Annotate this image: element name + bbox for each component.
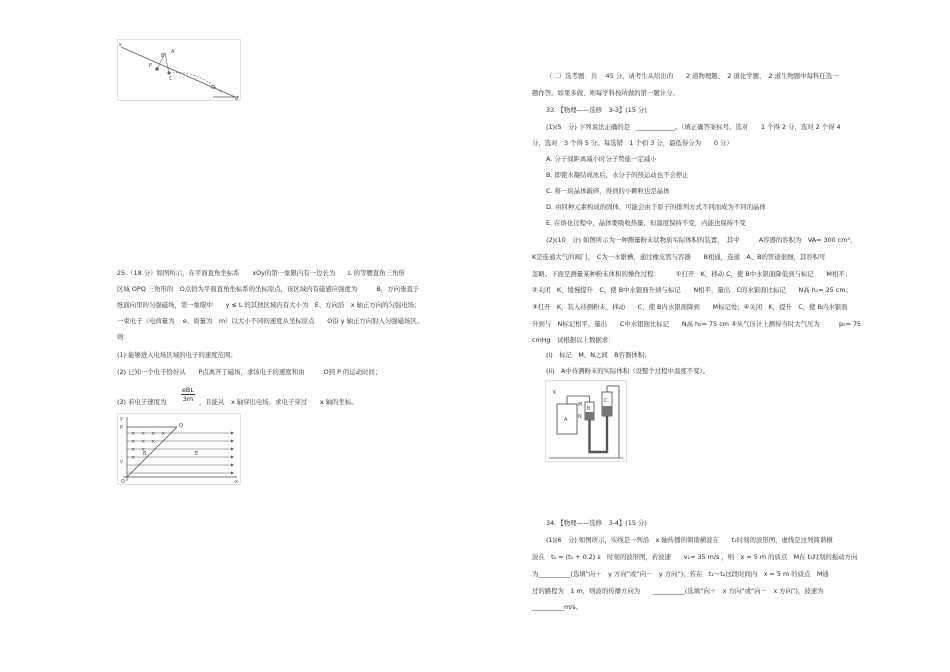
q25-line-2: 区域 OPQ 三角形的 O点恰为平面直角坐标系的坐标原点，该区域内有磁感应强度为 B，方向垂直于 bbox=[117, 285, 420, 293]
q33-part2-line6: 升到与 N标记相平，量出 C中水银面比标记 N高 h₂= 75 cm ⑤从气压计上测得当时大气压为 p₀= 75 bbox=[532, 320, 862, 328]
q25-line-5: 则： bbox=[117, 333, 130, 341]
q25-line-4: 一束电子（电荷量为 e、质量为 m）以大小不同的速度从坐标原点 O沿 y 轴正方向射入匀强磁场区。 bbox=[117, 317, 424, 325]
q33-option-c: C. 将一块晶体敲碎，得到的小颗粒也是晶体 bbox=[546, 187, 670, 195]
q34-title: 34．【物理——选修 3-4】(15 分) bbox=[546, 519, 647, 527]
q33-option-a: A. 分子间距离减小时分子势能一定减小 bbox=[546, 155, 657, 163]
fig1-label-d: d bbox=[235, 96, 239, 101]
q25-fraction-num: eBL bbox=[182, 386, 194, 394]
q25-line-1: 25.（18 分）如图所示，在平面直角坐标系 xOy的第一象限内有一边长为 L 的等腰直角三角形 bbox=[117, 269, 405, 277]
q34-line-3: 为__________(选填“向＋ y 方向”或“向－ y 方向”)；若在 t₁～t₂这段时间内 x = 5 m 的质点 M通 bbox=[532, 570, 829, 578]
fig2-label-x: x bbox=[235, 479, 238, 485]
select-intro-2: 题作答。如果多做，则每学科按所做的第一题计分。 bbox=[532, 89, 679, 97]
svg-text:×: × bbox=[131, 439, 136, 445]
fig1-label-c: C bbox=[169, 76, 173, 82]
fig2-label-o: O bbox=[121, 479, 125, 485]
q25-sub-3a: (3) 若电子速度为 bbox=[117, 398, 167, 406]
q33-part2-line2: K是连通大气的阀门， C为一水银槽，通过橡皮管与容器 B相通，连通 A、B的管道很细，其容积可 bbox=[532, 253, 826, 261]
q33-part1-line1: (1)(5 分) 下列说法正确的是 ____________。（填正确答案标号。选对 1 个得 2 分，选对 2 个得 4 bbox=[546, 123, 841, 131]
q33-option-d: D. 由同种元素构成的固体，可能会由于原子的排列方式不同而成为不同的晶体 bbox=[546, 203, 766, 211]
incline-figure bbox=[117, 39, 241, 101]
q34-line-2: 波在 t₂ = (t₁ + 0.2) s 时刻的波形图，若波速 v₁= 35 m/s ，则 x = 5 m 的质点 M在 t₁时刻的振动方向 bbox=[532, 553, 858, 561]
fig3-label-n: N bbox=[578, 414, 582, 420]
fig3-label-k: K bbox=[553, 390, 557, 396]
q25-sub-2: (2) 已知一个电子恰好从 P点离开了磁场，求该电子的速度和由 O到 P 的运动时间； bbox=[117, 368, 382, 376]
svg-text:×: × bbox=[141, 447, 146, 453]
apparatus-figure bbox=[545, 380, 627, 462]
q33-part2-line5: ③打开 K，装入待测粉末，移动 C，使 B内水银面降到 M标记处；④关闭 K，提升 C，使 B内水银面 bbox=[532, 303, 848, 311]
fig1-label-a: A bbox=[171, 49, 175, 55]
q33-part2-line3: 忽略。下面是测量某种粉末体积的操作过程： ①打开 K，移动 C，使 B中水银面降低到与标记 M相平； bbox=[532, 270, 852, 278]
fig2-label-y: y bbox=[120, 416, 123, 422]
q33-option-e: E. 在熔化过程中，晶体要吸收热量，但温度保持不变，内能也保持不变 bbox=[546, 219, 746, 227]
svg-text:×: × bbox=[141, 431, 146, 437]
fig2-label-e: E bbox=[195, 451, 199, 457]
q33-part2-line1: (2)(10 分) 如图所示为一种测量粉末状物质实际体积的装置， 其中 A容器的容积为 VA= 300 cm³， bbox=[546, 236, 857, 244]
q25-sub-1: (1) 能够进入电场区域的电子的速度范围； bbox=[117, 351, 237, 359]
svg-text:×: × bbox=[151, 439, 156, 445]
fig1-label-q: Q bbox=[211, 85, 215, 91]
svg-text:×: × bbox=[141, 439, 146, 445]
q25-fraction bbox=[181, 386, 195, 403]
svg-text:×: × bbox=[151, 431, 156, 437]
svg-text:×: × bbox=[161, 431, 166, 437]
svg-text:×: × bbox=[131, 431, 136, 437]
q33-sub-i: (i) 标记 M、N之间 B容器体积； bbox=[546, 351, 651, 359]
fig1-label-s: s bbox=[119, 42, 122, 48]
fig3-label-m: M bbox=[578, 402, 583, 408]
q34-line-1: (1)(6 分) 如图所示，实线是一列沿 x 轴传播的简谐横波在 t₁时刻的波形图，虚线是这列简谐横 bbox=[546, 536, 833, 544]
fig2-label-b: B bbox=[143, 451, 147, 457]
q25-sub-3b: ，且能从 x 轴穿出电场，求电子穿过 x 轴的坐标。 bbox=[199, 398, 358, 406]
fig2-label-v: v bbox=[120, 459, 123, 465]
fig2-label-q: Q bbox=[179, 423, 183, 429]
q25-fraction-den: 3m bbox=[182, 395, 194, 403]
q33-part2-line7: cmHg 试根据以上数据求： bbox=[532, 336, 615, 344]
svg-text:×: × bbox=[131, 447, 136, 453]
select-intro-1: （二）选考题：共 45 分，请考生从给出的 2 道物理题、 2 道化学题、 2 道生物题中每科任选一 bbox=[546, 72, 839, 80]
svg-text:×: × bbox=[131, 455, 136, 461]
fig2-label-p: P bbox=[120, 425, 124, 431]
q25-line-3: 纸面向里的匀强磁场，第一象限中 y ≤ L 的其他区域内有大小为 E、方向沿 x 轴正方向的匀强电场； bbox=[117, 301, 421, 309]
q33-title: 33．【物理——选修 3-3】(15 分) bbox=[546, 106, 647, 114]
q33-part2-line4: ②关闭 K，缓慢提升 C，使 B中水银面升到与标记 N相平，量出 C的水银面比标记 N高 h₁= 25 cm； bbox=[532, 286, 852, 294]
q33-option-b: B. 即使水凝结成冰后，水分子的热运动也不会停止 bbox=[546, 171, 689, 179]
fig3-label-a: A bbox=[564, 417, 568, 423]
field-figure bbox=[117, 413, 241, 485]
q33-sub-ii: (ii) A中待测粉末的实际体积（设整个过程中温度不变）。 bbox=[546, 367, 710, 375]
fig1-label-p: P bbox=[149, 63, 153, 69]
q34-line-4: 过的路程为 1 m，则波的传播方向为 __________(选填“向＋ x 方向”或“向－ x 方向”)，波速为 bbox=[532, 587, 824, 595]
fig1-label-b: B bbox=[161, 53, 165, 59]
fig3-label-c: C bbox=[604, 398, 608, 404]
fig3-label-b: B bbox=[587, 406, 591, 412]
q34-line-5: __________m/s。 bbox=[532, 603, 583, 611]
q33-part1-line2: 分，选对 3 个得 5 分。每选错 1 个扣 3 分，最低得分为 0 分） bbox=[532, 139, 733, 147]
